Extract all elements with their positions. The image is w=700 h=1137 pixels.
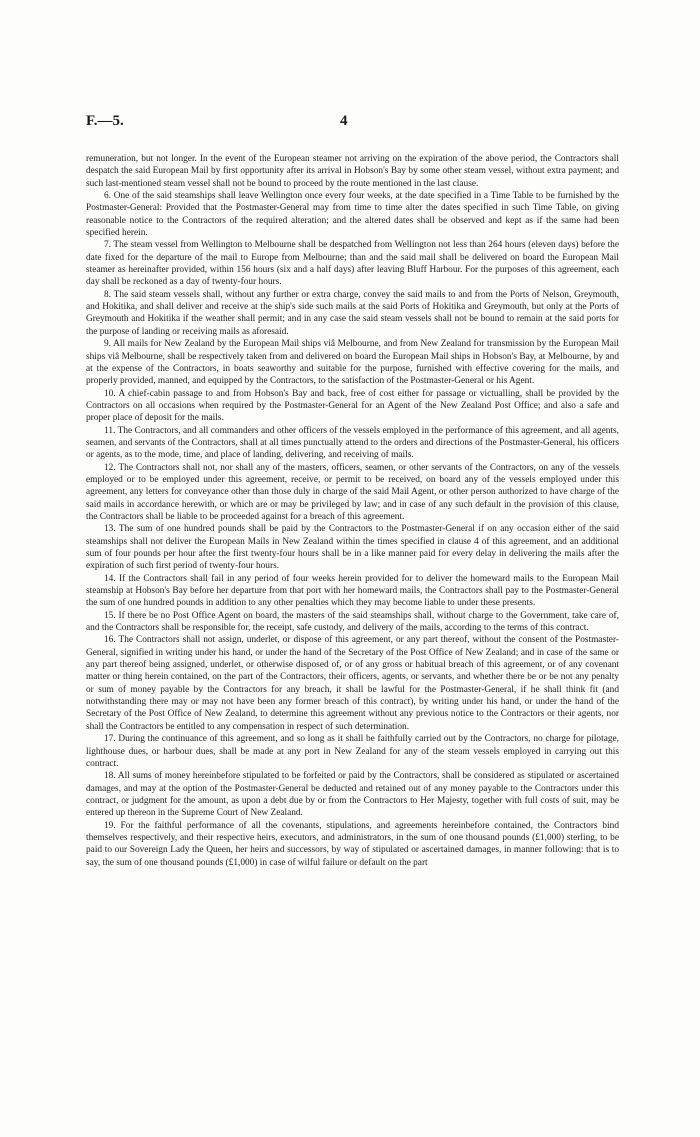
paragraph-clause-18: 18. All sums of money hereinbefore stipulated to be forfeited or paid by the Contractors, shall be considered as stipulated or ascertained damages, and may at the option of the Postmaster-General be deducted and retained out of any money payable to the Contractors under this contract, or judgment for the amount, as upon a debt due by or from the Contractors to Her Majesty, together with full costs of suit, may be entered up thereon in the Supreme Court of New Zealand. [86,771,619,819]
page-number: 4 [340,113,348,129]
paragraph-clause-16: 16. The Contractors shall not assign, underlet, or dispose of this agreement, or any part thereof, without the consent of the Postmaster-General, signified in writing under his hand, or under the hand of the Secretary of the Post Office of New Zealand; and in case of the same or any part thereof being assigned, underlet, or otherwise disposed of, or of any gross or habitual breach of this agreement, or of any covenant matter or thing herein contained, on the part of the Contractors, their officers, agents, or servants, and whether there be or be not any penalty or sum of money payable by the Contractors for any breach, it shall be lawful for the Postmaster-General, if he shall think fit (and notwithstanding there may or may not have been any former breach of this contract), by writing under his hand, or under the hand of the Secretary of the Post Office of New Zealand, to determine this agreement without any previous notice to the Contractors or their agents, nor shall the Contractors be entitled to any compensation in respect of such determination. [86,635,619,732]
document-reference: F.—5. [86,113,124,129]
paragraph-clause-13: 13. The sum of one hundred pounds shall be paid by the Contractors to the Postmaster-General if on any occasion either of the said steamships shall not deliver the European Mails in New Zealand within the times specified in clause 4 of this agreement, and an additional sum of four pounds per hour after the first twenty-four hours shall be in a like manner paid for every delay in delivering the mails after the expiration of such first period of twenty-four hours. [86,524,619,572]
paragraph-clause-7: 7. The steam vessel from Wellington to Melbourne shall be despatched from Wellington not less than 264 hours (eleven days) before the date fixed for the departure of the mail to Europe from Melbourne; than and the said mail shall be delivered on board the European Mail steamer as hereinafter provided, within 156 hours (six and a half days) after leaving Bluff Harbour. For the purposes of this agreement, each day shall be reckoned as a day of twenty-four hours. [86,240,619,288]
paragraph-clause-14: 14. If the Contractors shall fail in any period of four weeks herein provided for to deliver the homeward mails to the European Mail steamship at Hobson's Bay before her departure from that port with her homeward mails, the Contractors shall pay to the Postmaster-General the sum of one hundred pounds in addition to any other penalties which they may become liable to under these presents. [86,573,619,609]
paragraph-clause-15: 15. If there be no Post Office Agent on board, the masters of the said steamships shall, without charge to the Government, take care of, and the Contractors shall be responsible for, the receipt, safe custody, and delivery of the mails, according to the terms of this contract. [86,610,619,634]
document-body [86,153,619,869]
paragraph-continuation: remuneration, but not longer. In the event of the European steamer not arriving on the expiration of the above period, the Contractors shall despatch the said European Mail by first opportunity after its arrival in Hobson's Bay by some other steam vessel, without extra payment; and such last-mentioned steam vessel shall not be bound to proceed by the route mentioned in the last clause. [86,154,619,189]
paragraph-clause-19: 19. For the faithful performance of all the covenants, stipulations, and agreements hereinbefore contained, the Contractors bind themselves respectively, and their respective heirs, executors, and administrators, in the sum of one thousand pounds (£1,000) sterling, to be paid to our Sovereign Lady the Queen, her heirs and successors, by way of stipulated or ascertained damages, in manner following: that is to say, the sum of one thousand pounds (£1,000) in case of wilful failure or default on the part [86,820,619,868]
paragraph-clause-17: 17. During the continuance of this agreement, and so long as it shall be faithfully carried out by the Contractors, no charge for pilotage, lighthouse dues, or harbour dues, shall be made at any port in New Zealand for any of the steam vessels employed in carrying out this contract. [86,734,619,769]
paragraph-clause-11: 11. The Contractors, and all commanders and other officers of the vessels employed in the performance of this agreement, and all agents, seamen, and servants of the Contractors, shall at all times punctually attend to the orders and directions of the Postmaster-General, his officers or agents, as to the mode, time, and place of landing, delivering, and receiving of mails. [86,425,619,461]
paragraph-clause-10: 10. A chief-cabin passage to and from Hobson's Bay and back, free of cost either for passage or victualling, shall be provided by the Contractors on all occasions when required by the Postmaster-General for an Agent of the New Zealand Post Office; and also a safe and proper place of deposit for the mails. [86,388,619,424]
page-header [86,113,614,133]
paragraph-clause-6: 6. One of the said steamships shall leave Wellington once every four weeks, at the date specified in a Time Table to be furnished by the Postmaster-General: Provided that the Postmaster-General may from time to time alter the dates specified in such Time Table, on giving reasonable notice to the Contractors of the required alteration; and the altered dates shall be observed and kept as if the same had been specified herein. [86,191,619,239]
paragraph-clause-12: 12. The Contractors shall not, nor shall any of the masters, officers, seamen, or other servants of the Contractors, on any of the vessels employed or to be employed under this agreement, receive, or permit to be received, on board any of the vessels employed under this agreement, any letters for conveyance other than those duly in charge of the said Mail Agent, or other person authorized to have charge of the said mails in accordance herewith, or which are or may be privileged by law; and in case of any such default in the provision of this clause, the Contractors shall be liable to be proceeded against for a breach of this agreement. [86,462,619,522]
paragraph-clause-8: 8. The said steam vessels shall, without any further or extra charge, convey the said mails to and from the Ports of Nelson, Greymouth, and Hokitika, and shall deliver and receive at the ship's side such mails at the said Ports of Hokitika and Greymouth, but only at the Ports of Greymouth and Hokitika if the weather shall permit; and in any case the said steam vessels shall not be bound to remain at the said ports for the purpose of landing or receiving mails as aforesaid. [86,289,619,337]
paragraph-clause-9: 9. All mails for New Zealand by the European Mail ships viâ Melbourne, and from New Zealand for transmission by the European Mail ships viâ Melbourne, shall be respectively taken from and delivered on board the European Mail ships in Hobson's Bay, at Melbourne, by and at the expense of the Contractors, in boats seaworthy and suitable for the purpose, furnished with effective covering for the mails, and properly provided, manned, and equipped by the Contractors, to the satisfaction of the Postmaster-General or his Agent. [86,339,619,387]
